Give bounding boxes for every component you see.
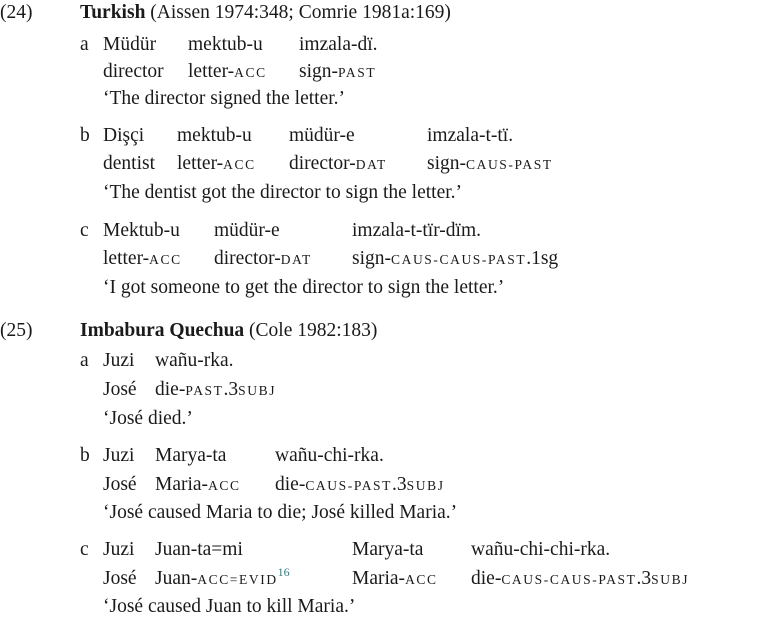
gloss: José [103,379,137,400]
gloss: Maria-ACC [155,474,241,495]
gloss: letter-ACC [177,153,256,174]
gloss: director [103,61,164,82]
gloss: letter-ACC [103,248,182,269]
gloss: sign-PAST [299,61,377,82]
gloss: Maria-ACC [352,568,438,589]
example-number: (25) [0,320,33,341]
item-label: a [80,350,89,371]
item-label: c [80,220,89,241]
gloss: sign-CAUS-PAST [427,153,553,174]
word: wañu-rka. [155,350,234,371]
translation: ‘José died.’ [103,408,193,429]
translation: ‘The director signed the letter.’ [103,88,346,109]
language-name: Imbabura Quechua [80,320,245,341]
translation: ‘The dentist got the director to sign the letter.’ [103,182,463,203]
translation: ‘José caused Maria to die; José killed Maria.’ [103,502,458,523]
gloss: die-PAST.3SUBJ [155,379,277,400]
example-header [80,3,451,23]
word: Juzi [103,539,135,560]
gloss: sign-CAUS-CAUS-PAST.1sg [352,248,559,269]
word: imzala-t-tï. [427,125,514,146]
gloss: die-CAUS-PAST.3SUBJ [275,474,445,495]
language-name: Turkish [80,2,146,23]
word: Juzi [103,445,135,466]
gloss: José [103,568,137,589]
word: Juzi [103,350,135,371]
gloss: director-DAT [289,153,387,174]
footnote-marker[interactable]: 16 [277,565,290,579]
word: Marya-ta [352,539,424,560]
word: Dişçi [103,125,145,146]
source-citation: (Cole 1982:183) [249,320,378,341]
gloss: dentist [103,153,155,174]
translation: ‘José caused Juan to kill Maria.’ [103,596,356,617]
gloss: letter-ACC [188,61,267,82]
item-label: a [80,34,89,55]
word: wañu-chi-chi-rka. [471,539,611,560]
item-label: b [80,125,90,146]
gloss: Juan-ACC=EVID$^{16}$ [155,565,290,589]
word: Marya-ta [155,445,227,466]
word: müdür-e [289,125,355,146]
gloss: director-DAT [214,248,312,269]
word: imzala-t-tïr-dïm. [352,220,482,241]
gloss: José [103,474,137,495]
word: mektub-u [177,125,252,146]
example-number: (24) [0,2,33,23]
word: imzala-dï. [299,34,378,55]
word: wañu-chi-rka. [275,445,384,466]
word: mektub-u [188,34,263,55]
item-label: b [80,445,90,466]
word: Juan-ta=mi [155,539,243,560]
item-label: c [80,539,89,560]
translation: ‘I got someone to get the director to sign the letter.’ [103,277,505,298]
gloss: die-CAUS-CAUS-PAST.3SUBJ [471,568,690,589]
word: Mektub-u [103,220,180,241]
example-header [80,321,377,341]
source-citation: (Aissen 1974:348; Comrie 1981a:169) [150,2,451,23]
word: Müdür [103,34,157,55]
word: müdür-e [214,220,280,241]
